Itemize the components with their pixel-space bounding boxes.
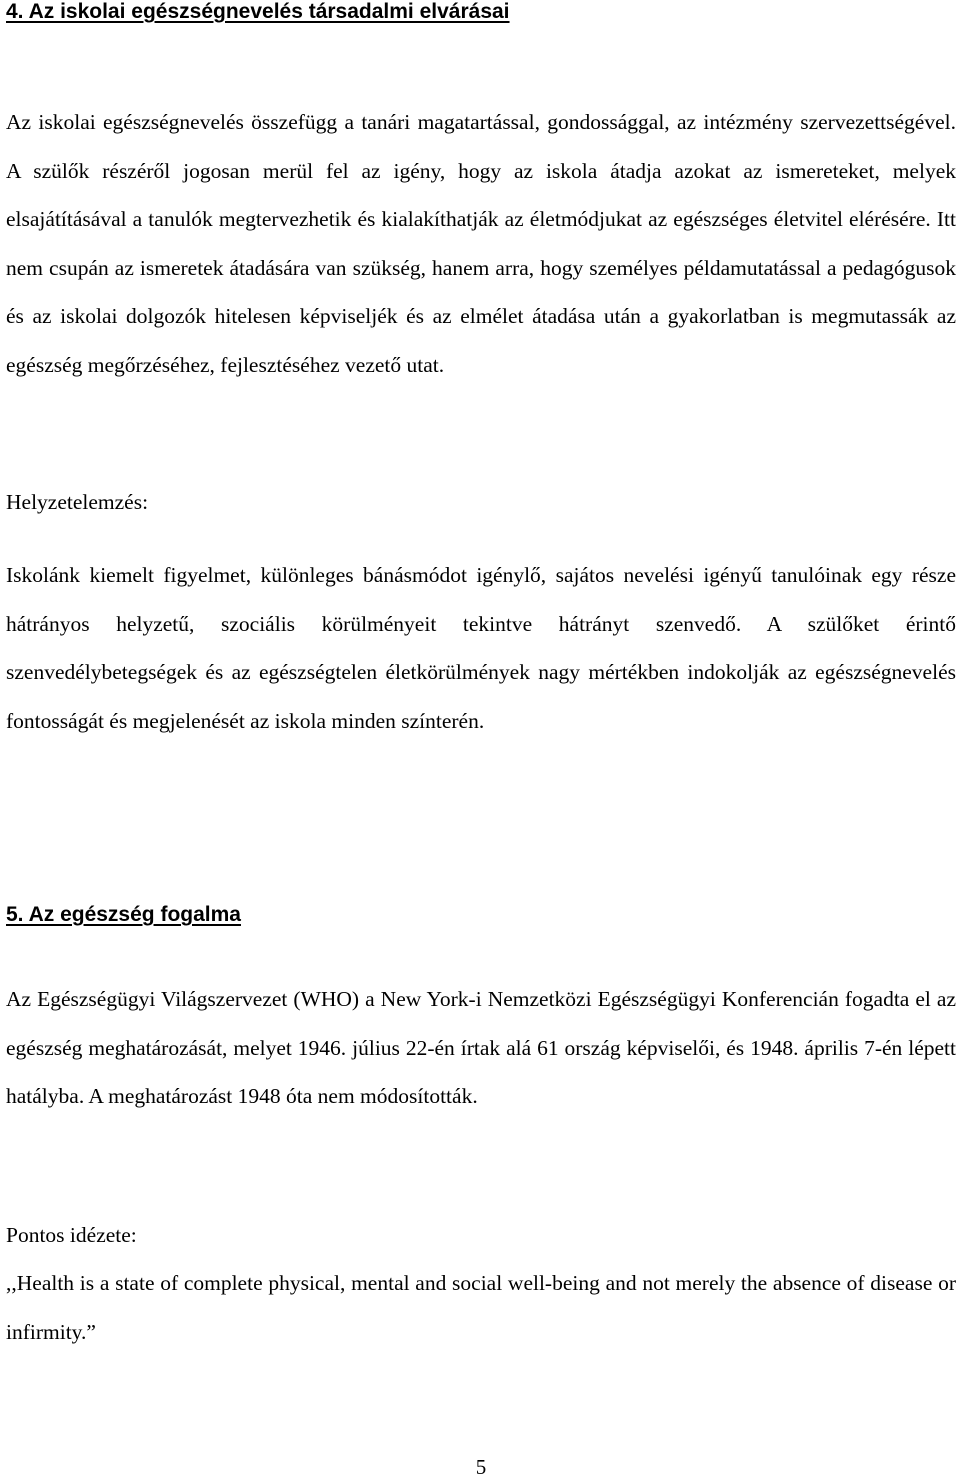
section-5-paragraph-1: Az Egészségügyi Világszervezet (WHO) a New York-i Nemzetközi Egészségügyi Konferencián fogadta el az egészség meghatározását, melyet 1946. július 22-én írtak alá 61 ország képviselői, és 1948. április 7-én lépett hatályba. A meghatározást 1948 óta nem módosították. xyxy=(6,987,956,1108)
section-4-heading: 4. Az iskolai egészségnevelés társadalmi elvárásai xyxy=(6,0,510,23)
quote-label: Pontos idézete: xyxy=(6,1223,137,1247)
situation-analysis-label: Helyzetelemzés: xyxy=(6,490,149,514)
section-4-paragraph-2: Iskolánk kiemelt figyelmet, különleges bánásmódot igénylő, sajátos nevelési igényű tanulóinak egy része hátrányos helyzetű, szociális körülményeit tekintve hátrányt szenvedő. A szülőket érintő szenvedélybetegségek és az egészségtelen életkörülmények nagy mértékben indokolják az egészségnevelés fontosságát és megjelenését az iskola minden színterén. xyxy=(6,563,956,733)
who-quote: ,,Health is a state of complete physical, mental and social well-being and not merely the absence of disease or infirmity.” xyxy=(6,1271,956,1344)
document-page xyxy=(6,0,956,1480)
page-number: 5 xyxy=(475,1455,487,1479)
section-5-heading: 5. Az egészség fogalma xyxy=(6,903,241,926)
section-4-paragraph-1: Az iskolai egészségnevelés összefügg a tanári magatartással, gondossággal, az intézmény szervezettségével. A szülők részéről jogosan merül fel az igény, hogy az iskola átadja azokat az ismereteket, melyek elsajátításával a tanulók megtervezhetik és kialakíthatják az életmódjukat az egészséges életvitel elérésére. Itt nem csupán az ismeretek átadására van szükség, hanem arra, hogy személyes példamutatással a pedagógusok és az iskolai dolgozók hitelesen képviseljék és az elmélet átadása után a gyakorlatban is megmutassák az egészség megőrzéséhez, fejlesztéséhez vezető utat. xyxy=(6,110,956,377)
